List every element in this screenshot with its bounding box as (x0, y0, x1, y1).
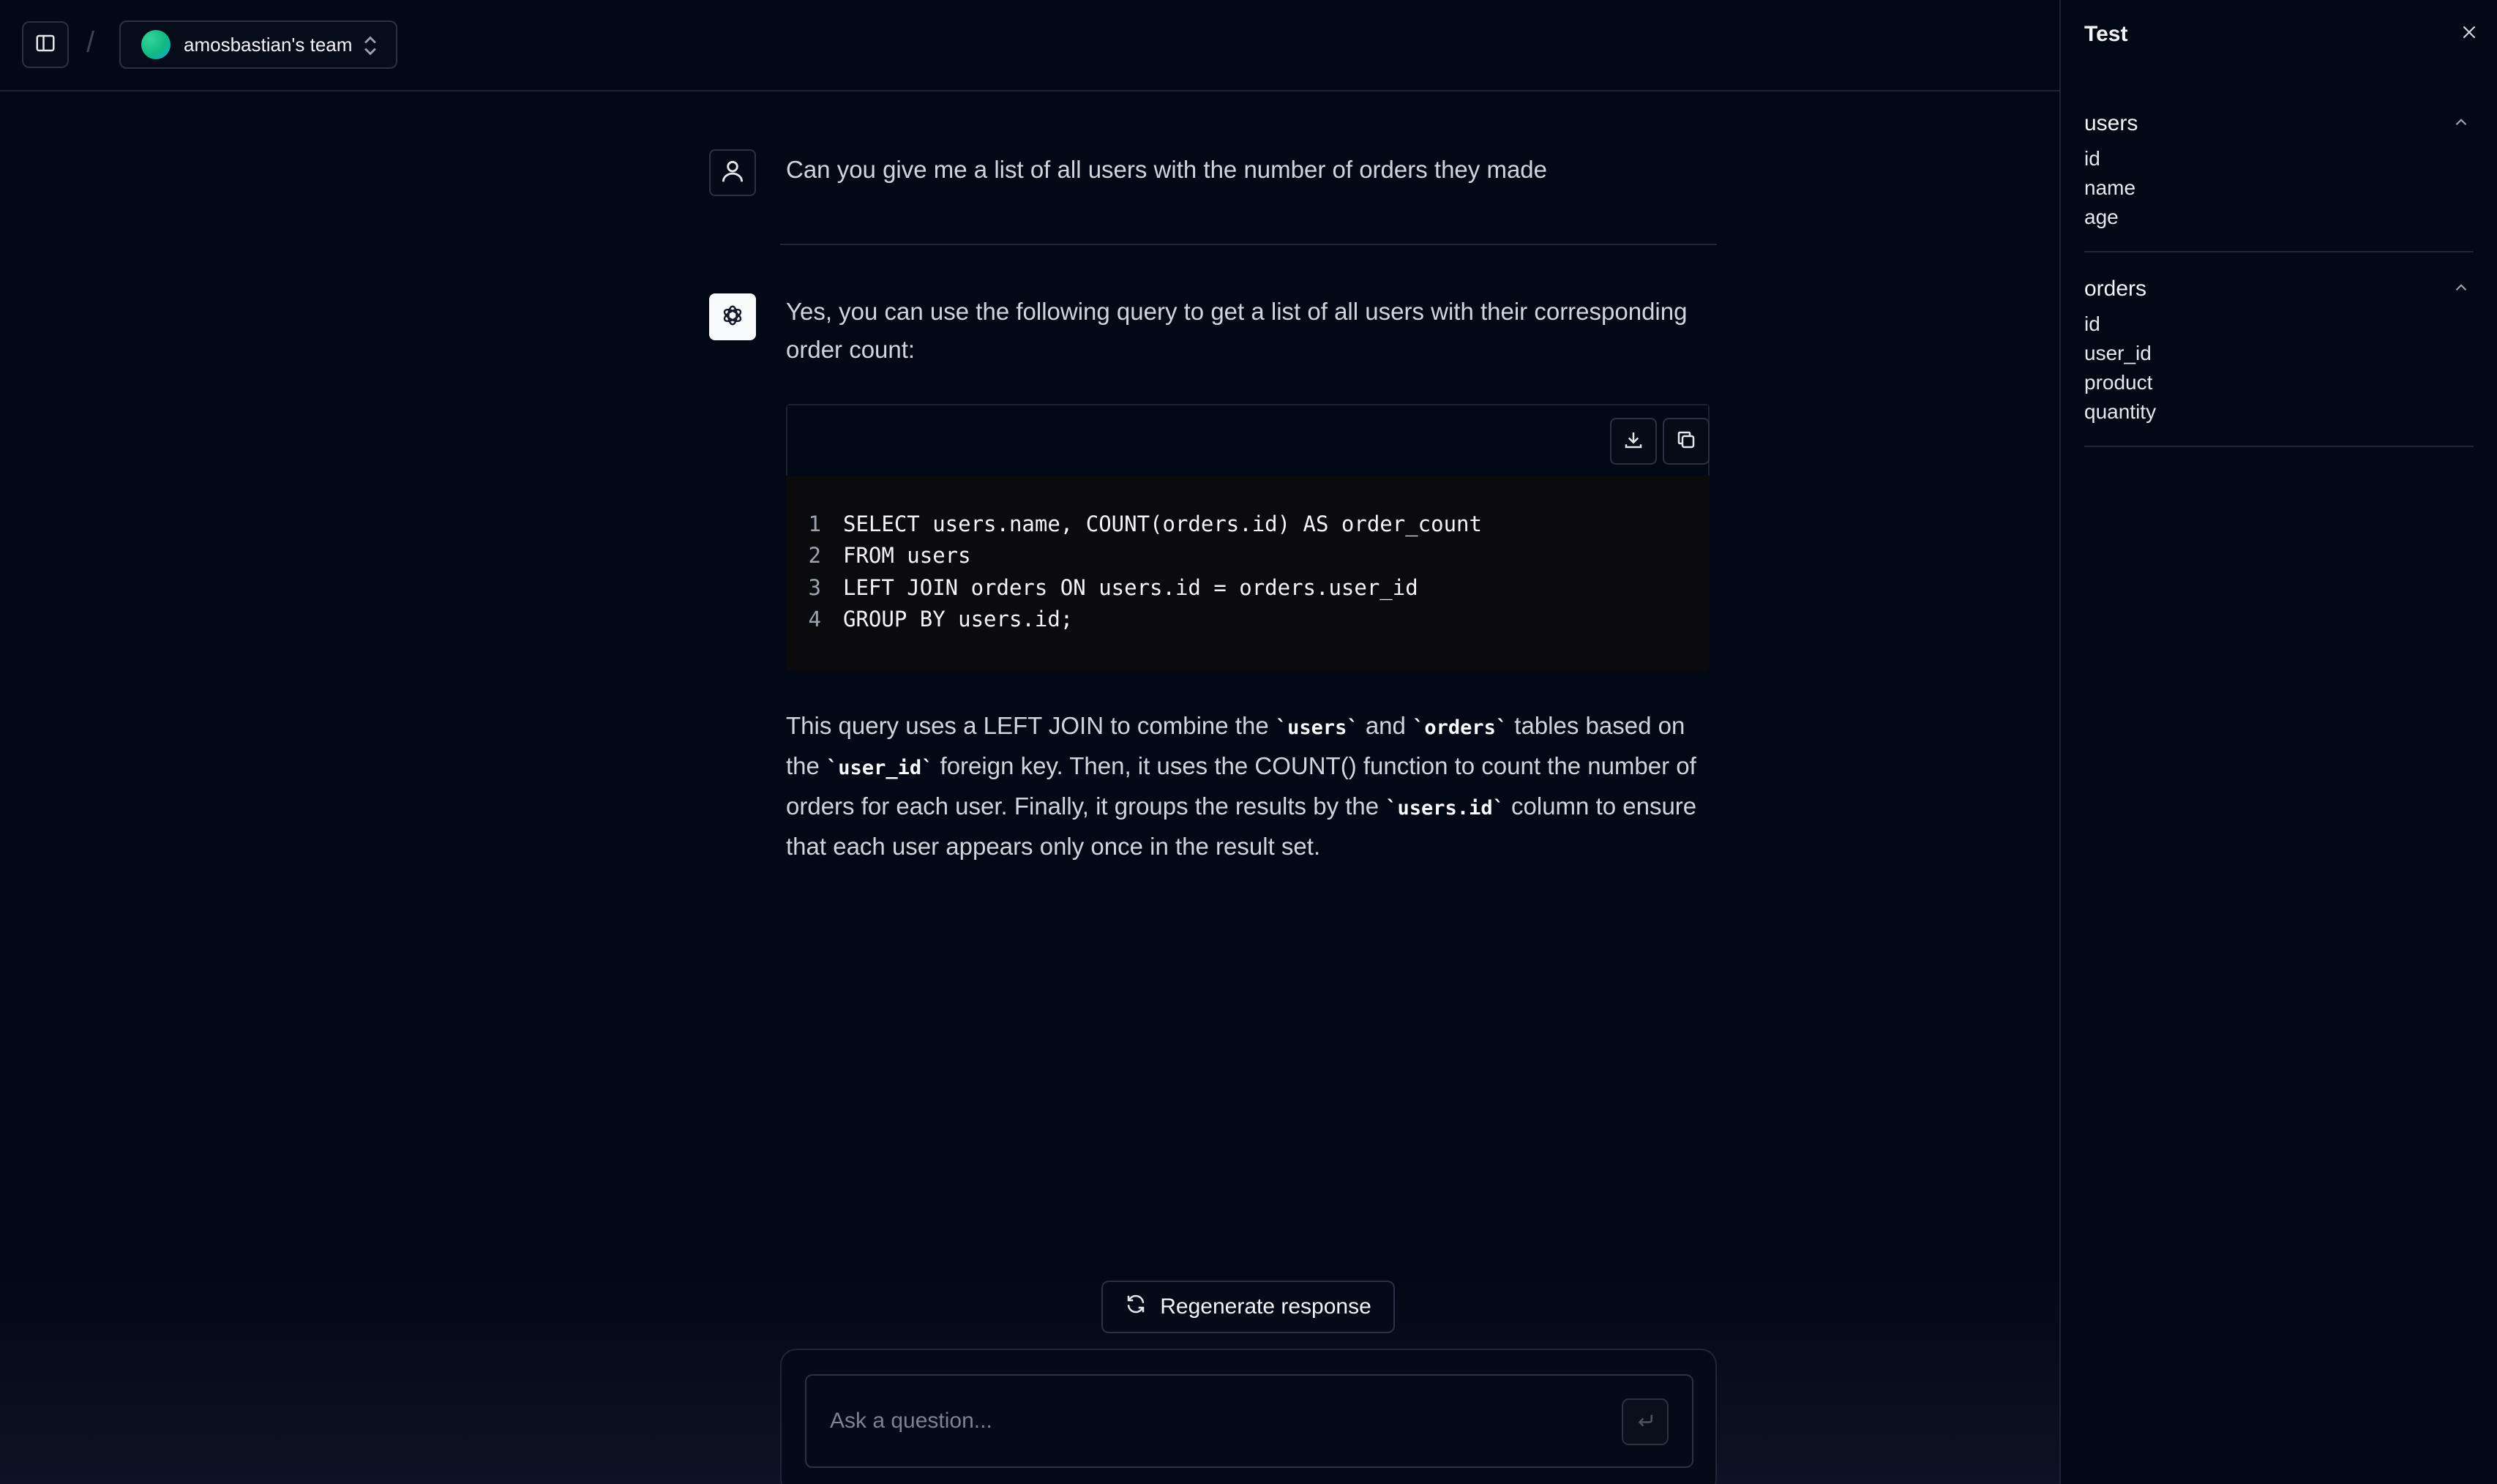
code-text: SELECT users.name, COUNT(orders.id) AS order_count (843, 511, 1482, 536)
user-avatar (709, 149, 756, 196)
code-text: FROM users (843, 543, 971, 569)
panel-left-icon (34, 32, 56, 58)
enter-icon (1634, 1409, 1656, 1435)
user-icon (719, 157, 746, 189)
table-section-users (2084, 103, 2474, 252)
column-item: id (2084, 312, 2100, 335)
chevrons-up-down-icon (362, 34, 378, 56)
code-line (786, 508, 1710, 540)
code-toolbar (786, 404, 1710, 476)
team-switcher[interactable] (119, 20, 397, 69)
inline-code: `users.id` (1385, 797, 1505, 820)
code-text: GROUP BY users.id; (843, 607, 1074, 632)
line-number: 2 (808, 543, 821, 569)
breadcrumb-separator: / (86, 26, 95, 59)
sidebar-toggle-button[interactable] (22, 21, 69, 68)
explanation-text: and (1358, 712, 1413, 739)
code-text: LEFT JOIN orders ON users.id = orders.user_id (843, 574, 1418, 600)
download-icon (1622, 429, 1644, 454)
assistant-explanation (786, 707, 1720, 866)
team-name: amosbastian's team (184, 33, 353, 56)
code-line (786, 572, 1710, 604)
copy-icon (1675, 429, 1697, 454)
table-name: users (2084, 111, 2138, 135)
chevron-up-icon (2452, 278, 2474, 301)
regenerate-response-button[interactable] (1101, 1281, 1395, 1333)
column-list (2084, 144, 2474, 251)
explanation-text: foreign key. Then, it uses the COUNT() function to count the number of orders for each user. Finally, it groups the results by the (786, 752, 1696, 820)
table-header-orders[interactable] (2084, 269, 2474, 310)
close-panel-button[interactable] (2456, 20, 2482, 47)
explanation-text: This query uses a LEFT JOIN to combine the (786, 712, 1276, 739)
user-message: Can you give me a list of all users with the number of orders they made (786, 156, 1547, 183)
explanation-text: column to ensure that each user appears only once in the result set. (786, 792, 1697, 860)
column-item: quantity (2084, 400, 2157, 423)
send-button[interactable] (1622, 1398, 1669, 1445)
schema-panel (2059, 0, 2497, 1484)
ask-question-input[interactable] (805, 1374, 1693, 1468)
openai-logo-icon (717, 300, 748, 334)
column-item: user_id (2084, 342, 2152, 364)
team-avatar (141, 30, 171, 59)
column-item: product (2084, 371, 2153, 394)
table-name: orders (2084, 277, 2147, 301)
inline-code: `user_id` (826, 757, 934, 779)
copy-button[interactable] (1663, 418, 1710, 465)
refresh-icon (1125, 1293, 1160, 1321)
inline-code: `users` (1275, 716, 1359, 739)
column-item: id (2084, 147, 2100, 170)
line-number: 4 (808, 607, 821, 632)
code-block (786, 404, 1710, 671)
line-number: 3 (808, 574, 821, 600)
close-icon (2460, 23, 2479, 45)
chevron-up-icon (2452, 113, 2474, 135)
assistant-intro-text: Yes, you can use the following query to get a list of all users with their corresponding order count: (786, 298, 1688, 363)
download-button[interactable] (1610, 418, 1657, 465)
column-list (2084, 310, 2474, 446)
code-line (786, 604, 1710, 636)
code-line (786, 540, 1710, 572)
code-body (786, 476, 1710, 671)
message-divider (780, 244, 1717, 245)
column-item: name (2084, 176, 2136, 199)
table-header-users[interactable] (2084, 103, 2474, 144)
line-number: 1 (808, 511, 821, 536)
column-item: age (2084, 206, 2119, 228)
table-section-orders (2084, 269, 2474, 447)
composer (780, 1349, 1717, 1484)
panel-title: Test (2084, 22, 2128, 46)
explanation-text: tables based on the (786, 712, 1685, 779)
regenerate-label: Regenerate response (1160, 1294, 1371, 1319)
top-bar (0, 0, 2059, 91)
assistant-avatar (709, 293, 756, 340)
inline-code: `orders` (1412, 716, 1508, 739)
